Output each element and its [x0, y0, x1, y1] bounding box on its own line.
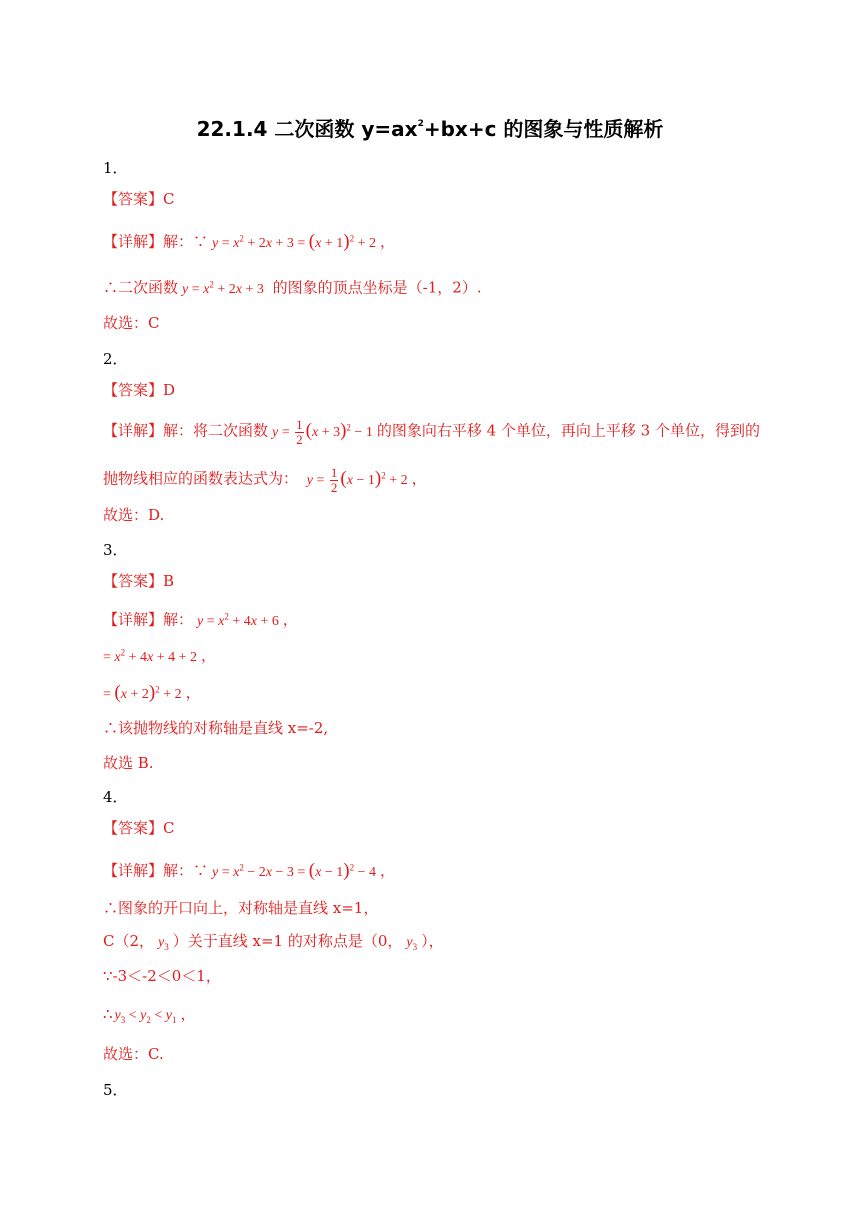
problem-4-answer: 【答案】C [103, 819, 175, 837]
formula: $y = x^2 + 2x + 3 = (x + 1)^2 + 2$ [212, 230, 376, 252]
formula: = $x^2 + 4x + 4 + 2$ [103, 647, 198, 665]
problem-1-answer: 【答案】C [103, 190, 175, 208]
problem-3-step-2: = $x^2 + 4x + 4 + 2$ ， [103, 646, 217, 665]
problem-2-detail: 【详解】解：将二次函数 y = $\frac{1}{2}$ $(x + 3)^2 - 1$ 的图象向右平移 4 个单位，再向上平移 3 个单位，得到的 [103, 416, 760, 447]
problem-2-conclusion: 故选：D. [103, 506, 165, 524]
problem-1-conclusion: 故选：C [103, 314, 160, 332]
formula: $y_3$ [406, 935, 418, 952]
problem-4-detail: 【详解】解：∵ $y = x^2 - 2x - 3 = (x - 1)^2 - 4$ ， [103, 859, 395, 881]
problem-4-opening-line: ∴图象的开口向上，对称轴是直线 x=1， [103, 899, 379, 917]
problem-1-vertex-line: ∴二次函数 $y = x^2 + 2x + 3$ 的图象的顶点坐标是（-1，2）. [103, 278, 482, 297]
formula: $y = x^2 + 2x + 3$ [182, 279, 264, 297]
problem-3-step-3: = $(x + 2)^2 + 2$ ， [103, 681, 201, 703]
formula: $y_3 < y_2 < y_1$ [114, 1008, 177, 1025]
problem-3-answer: 【答案】B [103, 572, 175, 590]
problem-4-number: 4． [103, 788, 128, 806]
problem-3-axis-line: ∴该抛物线的对称轴是直线 x=-2, [103, 719, 329, 737]
problem-3-detail: 【详解】解： $y = x^2 + 4x + 6$ ， [103, 610, 298, 629]
formula: $y = x^2 + 4x + 6$ [197, 611, 279, 629]
problem-4-conclusion: 故选：C. [103, 1045, 164, 1063]
problem-1-detail: 【详解】解：∵ $y = x^2 + 2x + 3 = (x + 1)^2 + 2$ ， [103, 230, 395, 252]
problem-2-answer: 【答案】D [103, 381, 176, 399]
problem-1-number: 1． [103, 159, 128, 177]
problem-2-result: 抛物线相应的函数表达式为： y = $\frac{1}{2}$ $(x - 1)^2 + 2$ ， [103, 464, 427, 495]
formula: = $(x + 2)^2 + 2$ [103, 681, 182, 703]
problem-3-number: 3． [103, 541, 128, 559]
problem-3-conclusion: 故选 B. [103, 754, 154, 772]
formula: $y_3$ [158, 935, 169, 952]
problem-4-inequality: ∵-3＜-2＜0＜1， [103, 967, 221, 985]
formula: y = $\frac{1}{2}$ $(x + 3)^2 - 1$ [272, 416, 373, 447]
problem-4-symmetric-point: C（2， $y_3$ ）关于直线 x=1 的对称点是（0， $y_3$ ）， [103, 932, 444, 952]
formula: y = $\frac{1}{2}$ $(x - 1)^2 + 2$ [306, 464, 408, 495]
problem-2-number: 2． [103, 350, 128, 368]
formula: $y = x^2 - 2x - 3 = (x - 1)^2 - 4$ [212, 859, 376, 881]
page-title: 22.1.4 二次函数 $y=ax^2+bx+c$ 的图象与性质解析 [196, 117, 664, 141]
problem-5-number: 5． [103, 1081, 128, 1099]
problem-4-order: ∴ $y_3 < y_2 < y_1$ ， [103, 1005, 196, 1025]
